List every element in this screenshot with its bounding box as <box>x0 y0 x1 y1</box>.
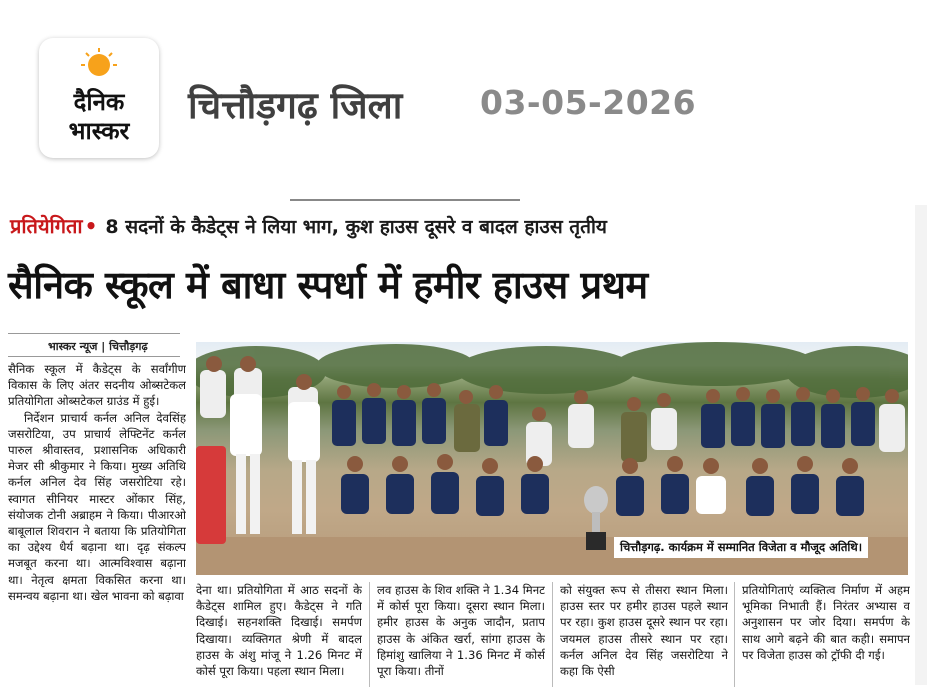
article-column-2 <box>196 582 362 692</box>
paragraph-col4: को संयुक्त रूप से तीसरा स्थान मिला। हाउस स्तर पर हमीर हाउस पहले स्थान पर रहा। कुश हाउस दूसरे स्थान पर रहा। जयमल हाउस तीसरे स्थान पर रहा। कर्नल अनिल देव सिंह जसरोटिया ने कहा कि ऐसी <box>560 583 728 679</box>
photo-caption: चित्तौड़गढ़. कार्यक्रम में सम्मानित विजेता व मौजूद अतिथि। <box>614 537 868 558</box>
trophy-icon <box>584 486 608 550</box>
article-column-5 <box>742 582 910 692</box>
paragraph-col5: प्रतियोगिताएं व्यक्तित्व निर्माण में अहम भूमिका निभाती हैं। निरंतर अभ्यास व अनुशासन पर जोर दिया। समर्पण के साथ आगे बढ़ने की बात कही। समापन पर विजेता हाउस को ट्रॉफी दी गई। <box>742 583 910 662</box>
column-divider <box>734 582 735 687</box>
article-column-4 <box>560 582 728 692</box>
sun-icon <box>81 48 117 76</box>
event-photo <box>196 342 908 575</box>
logo-line1: दैनिक <box>73 88 125 116</box>
paragraph-col2: देना था। प्रतियोगिता में आठ सदनों के कैडेट्स शामिल हुए। कैडेट्स ने गति दिखाई। सहनशक्ति दिखाई। समर्पण दिखाया। व्यक्तिगत श्रेणी में बादल हाउस के अंशु मांजू ने 1.26 मिनट में कोर्स पूरा किया। पहला स्थान मिला। <box>196 583 362 679</box>
column-divider <box>552 582 553 687</box>
kicker-bullet: • <box>84 214 98 238</box>
byline: भास्कर न्यूज | चित्तौड़गढ़ <box>48 340 148 353</box>
column-divider <box>369 582 370 687</box>
adjacent-column-edge <box>915 205 927 685</box>
headline: सैनिक स्कूल में बाधा स्पर्धा में हमीर हाउस प्रथम <box>8 263 648 307</box>
kicker-text: 8 सदनों के कैडेट्स ने लिया भाग, कुश हाउस दूसरे व बादल हाउस तृतीय <box>105 216 607 238</box>
paragraph-intro: सैनिक स्कूल में कैडेट्स के सर्वांगीण विकास के लिए अंतर सदनीय ओब्सटेकल प्रतियोगिता ओब्सटेकल ग्राउंड में हुई। <box>8 362 186 409</box>
byline-top-rule <box>8 333 180 334</box>
article-column-3 <box>377 582 545 692</box>
paragraph-main: निर्देशन प्राचार्य कर्नल अनिल देवसिंह जसरोटिया, उप प्राचार्य लेफ्टिनेंट कर्नल पारुल श्रीवास्तव, प्रशासनिक अधिकारी मेजर सी श्रीकुमार ने किया। मुख्य अतिथि कर्नल अनिल देव सिंह जसरोटिया रहे। स्वागत सीनियर मास्टर ओंकार सिंह, संयोजक टोनी अब्राहम ने किया। पीआरओ बाबूलाल शिवरान ने बताया कि प्रतियोगिता का उद्देश्य धैर्य बढ़ाना था। दृढ़ संकल्प मजबूत करना था। आत्मविश्वास बढ़ाना था। नेतृत्व क्षमता विकसित करना था। समन्वय बढ़ाना था। खेल भावना को बढ़ावा <box>8 410 186 603</box>
top-divider <box>290 199 520 201</box>
paragraph-col3: लव हाउस के शिव शक्ति ने 1.34 मिनट में कोर्स पूरा किया। दूसरा स्थान मिला। हमीर हाउस के अनुक जादौन, प्रताप हाउस के अंकित खर्रा, सांगा हाउस के हिमांशु खालिया ने 1.36 मिनट में कोर्स पूरा किया। तीनों <box>377 583 545 679</box>
district-name: चित्तौड़गढ़ जिला <box>188 84 403 127</box>
dainik-bhaskar-logo <box>39 38 159 158</box>
byline-bottom-rule <box>8 356 180 357</box>
kicker-label: प्रतियेगिता <box>10 214 83 238</box>
kicker <box>10 212 607 239</box>
article-column-1 <box>8 361 186 691</box>
logo-line2: भास्कर <box>68 117 130 145</box>
edition-date: 03-05-2026 <box>480 83 697 122</box>
